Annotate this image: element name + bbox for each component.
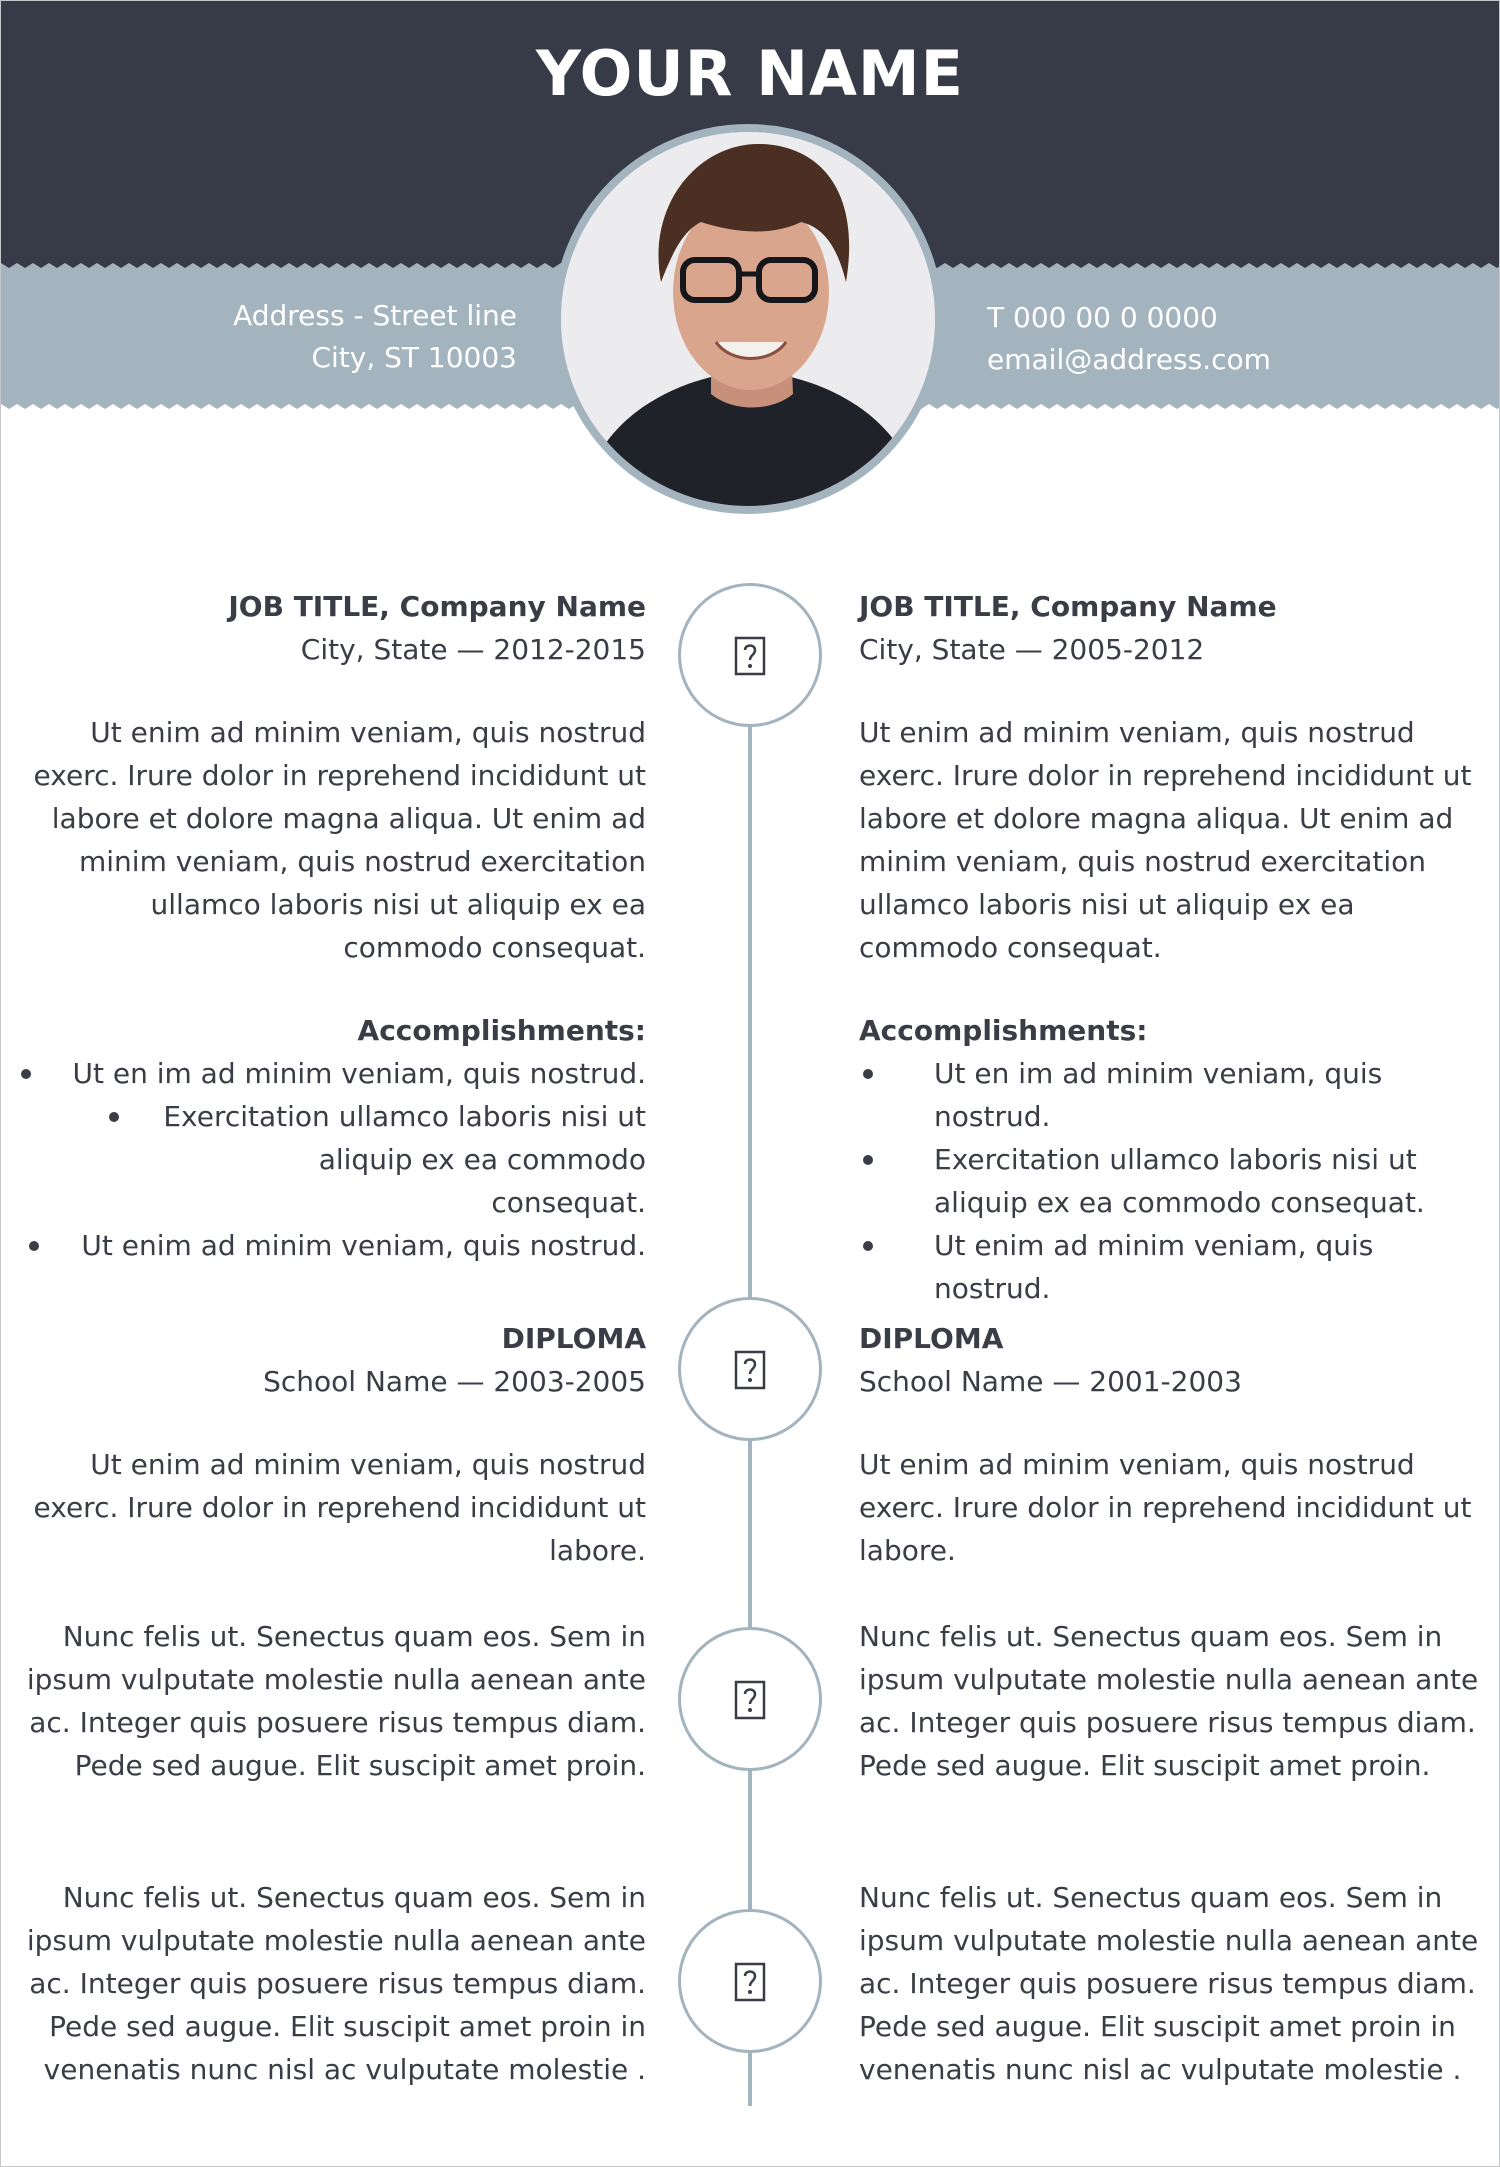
- experience-entry-right: [859, 585, 1489, 1310]
- school-dates: School Name — 2003-2005: [263, 1365, 646, 1398]
- address-block: [233, 295, 517, 379]
- list-item: Ut enim ad minim veniam, quis nostrud.: [859, 1224, 1489, 1310]
- diploma-title: DIPLOMA: [859, 1322, 1004, 1355]
- job-location-dates: City, State — 2012-2015: [300, 633, 646, 666]
- extra-section-2-left: [21, 1876, 646, 2091]
- timeline-node-experience: [678, 583, 822, 727]
- accomplishments-heading: Accomplishments:: [859, 1014, 1148, 1047]
- list-item: Ut enim ad minim veniam, quis nostrud.: [21, 1224, 646, 1267]
- job-description: Ut enim ad minim veniam, quis nostrud exerc. Irure dolor in reprehend incididunt ut labore et dolore magna aliqua. Ut enim ad minim veniam, quis nostrud exercitation ullamco laboris nisi ut aliquip ex ea commodo consequat.: [859, 716, 1472, 964]
- list-item: Ut en im ad minim veniam, quis nostrud.: [859, 1052, 1489, 1138]
- phone-number: T 000 00 0 0000: [987, 301, 1218, 334]
- timeline-node-extra-1: [678, 1627, 822, 1771]
- list-item: Exercitation ullamco laboris nisi ut aliquip ex ea commodo consequat.: [859, 1138, 1489, 1224]
- missing-glyph-icon: [734, 1350, 766, 1390]
- timeline-node-extra-2: [678, 1909, 822, 2053]
- missing-glyph-icon: [734, 1962, 766, 2002]
- job-title: JOB TITLE, Company Name: [859, 590, 1277, 623]
- experience-entry-left: [21, 585, 646, 1267]
- education-entry-left: [21, 1317, 646, 1572]
- timeline-node-education: [678, 1297, 822, 1441]
- address-city: City, ST 10003: [311, 341, 517, 374]
- extra-text: Nunc felis ut. Senectus quam eos. Sem in ipsum vulputate molestie nulla aenean ante ac. Integer quis posuere risus tempus diam. Pede sed augue. Elit suscipit amet proin in venenatis nunc nisl ac vulputate molestie .: [26, 1881, 646, 2086]
- email-address: email@address.com: [987, 343, 1271, 376]
- address-street: Address - Street line: [233, 299, 517, 332]
- extra-section-1-left: [21, 1615, 646, 1787]
- list-item: Exercitation ullamco laboris nisi ut aliquip ex ea commodo consequat.: [21, 1095, 646, 1224]
- job-title: JOB TITLE, Company Name: [228, 590, 646, 623]
- job-description: Ut enim ad minim veniam, quis nostrud exerc. Irure dolor in reprehend incididunt ut labore et dolore magna aliqua. Ut enim ad minim veniam, quis nostrud exercitation ullamco laboris nisi ut aliquip ex ea commodo consequat.: [33, 716, 646, 964]
- extra-section-1-right: [859, 1615, 1489, 1787]
- profile-photo: [553, 124, 943, 514]
- extra-text: Nunc felis ut. Senectus quam eos. Sem in ipsum vulputate molestie nulla aenean ante ac. Integer quis posuere risus tempus diam. Pede sed augue. Elit suscipit amet proin.: [859, 1620, 1479, 1782]
- accomplishments-list: [21, 1052, 646, 1267]
- accomplishments-heading: Accomplishments:: [357, 1014, 646, 1047]
- resume-name: YOUR NAME: [536, 37, 964, 110]
- extra-text: Nunc felis ut. Senectus quam eos. Sem in ipsum vulputate molestie nulla aenean ante ac. Integer quis posuere risus tempus diam. Pede sed augue. Elit suscipit amet proin in venenatis nunc nisl ac vulputate molestie .: [859, 1881, 1479, 2086]
- school-dates: School Name — 2001-2003: [859, 1365, 1242, 1398]
- diploma-title: DIPLOMA: [501, 1322, 646, 1355]
- education-description: Ut enim ad minim veniam, quis nostrud exerc. Irure dolor in reprehend incididunt ut labore.: [859, 1448, 1472, 1567]
- extra-text: Nunc felis ut. Senectus quam eos. Sem in ipsum vulputate molestie nulla aenean ante ac. Integer quis posuere risus tempus diam. Pede sed augue. Elit suscipit amet proin.: [26, 1620, 646, 1782]
- missing-glyph-icon: [734, 1680, 766, 1720]
- education-entry-right: [859, 1317, 1489, 1572]
- missing-glyph-icon: [734, 636, 766, 676]
- extra-section-2-right: [859, 1876, 1489, 2091]
- contact-block: [987, 297, 1271, 381]
- education-description: Ut enim ad minim veniam, quis nostrud exerc. Irure dolor in reprehend incididunt ut labore.: [33, 1448, 646, 1567]
- list-item: Ut en im ad minim veniam, quis nostrud.: [21, 1052, 646, 1095]
- accomplishments-list: [859, 1052, 1489, 1310]
- job-location-dates: City, State — 2005-2012: [859, 633, 1205, 666]
